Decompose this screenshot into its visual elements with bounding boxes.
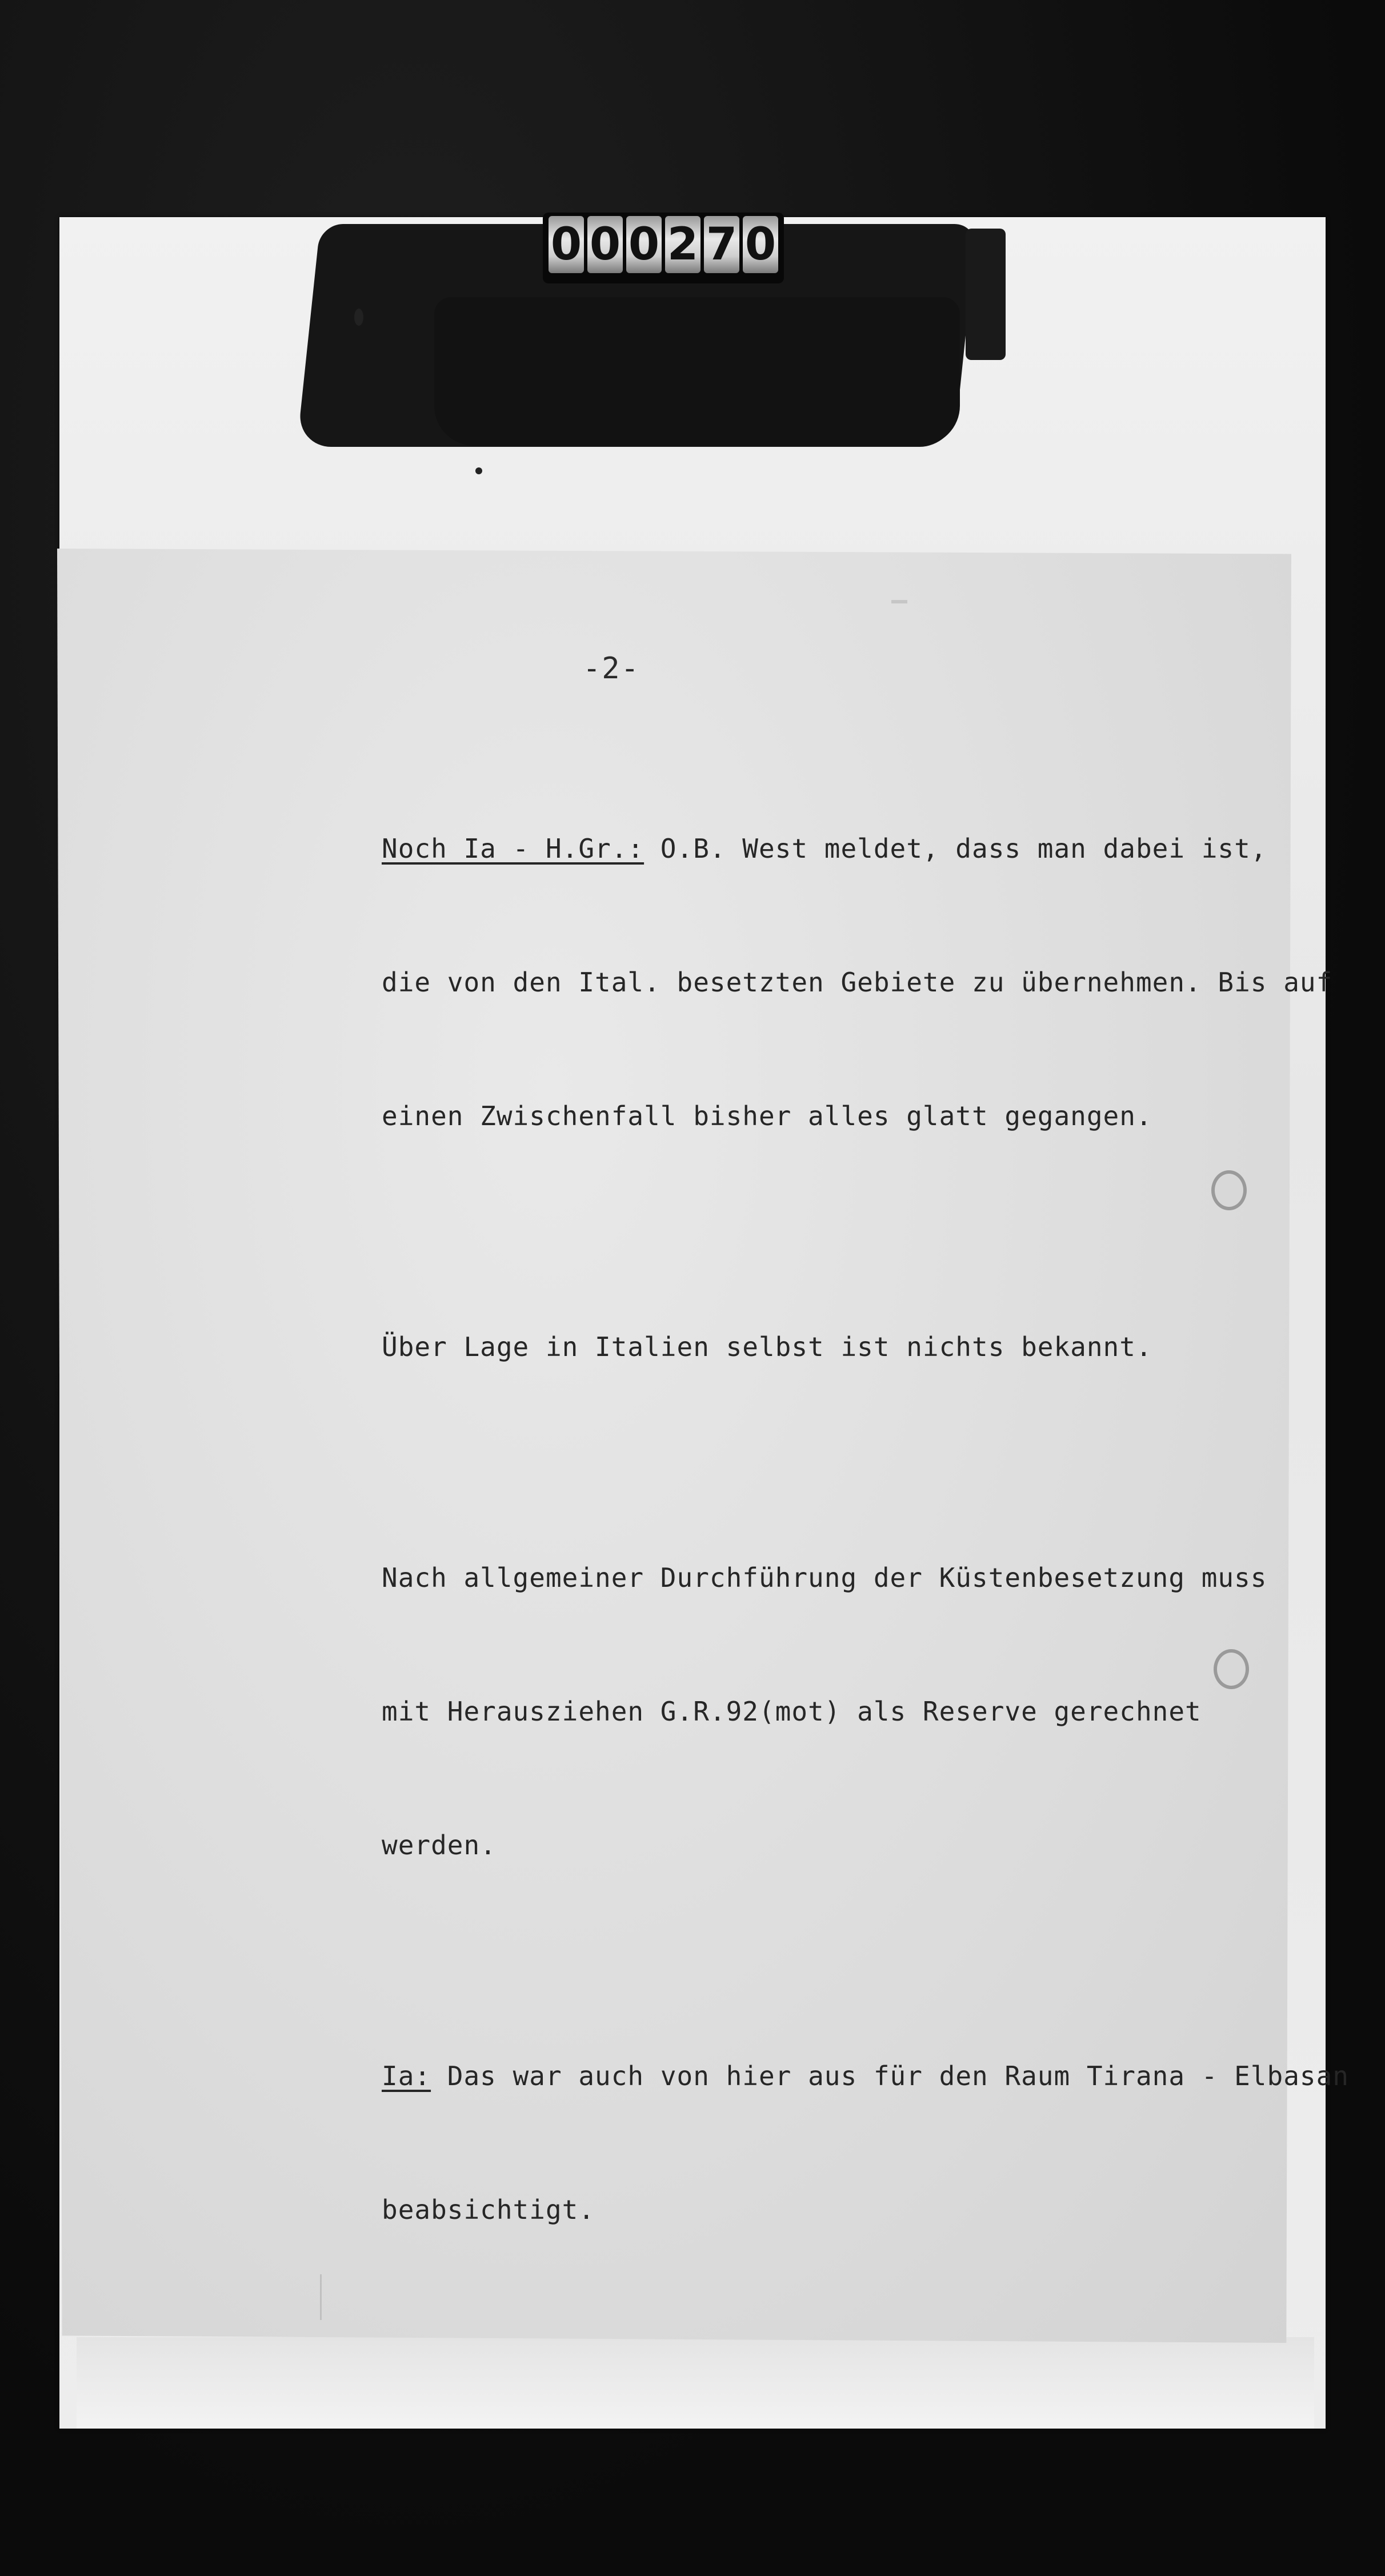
counter-digit: 2 (665, 216, 700, 273)
text-line: die von den Ital. besetzten Gebiete zu übernehmen. Bis auf (382, 967, 1333, 998)
frame-counter-clamp-base (434, 297, 960, 446)
text-line: einen Zwischenfall bisher alles glatt gegangen. (382, 1101, 1152, 1131)
paragraph-label: Ia: (382, 2061, 431, 2091)
counter-digit: 0 (743, 216, 778, 273)
punch-hole (1211, 1170, 1247, 1210)
text-line: beabsichtigt. (382, 2194, 595, 2225)
dust-speck (475, 467, 482, 474)
paragraph-kuestenbesetzung (382, 1466, 1296, 1957)
frame-counter-clamp-side (966, 229, 1006, 360)
page-crease (891, 600, 907, 603)
page-crease (320, 2274, 322, 2320)
text-line: O.B. West meldet, dass man dabei ist, (644, 833, 1267, 864)
text-line: Nach allgemeiner Durchführung der Küstenbesetzung muss (382, 1562, 1267, 1593)
counter-digit: 7 (704, 216, 739, 273)
paragraph-ia (382, 1965, 1349, 2321)
paragraph-noch-ia (382, 737, 1333, 1227)
dust-speck (354, 309, 363, 326)
backing-sheet-bottom-strip (77, 2337, 1314, 2429)
paragraph-italien (382, 1235, 1296, 1458)
paragraph-label: Noch Ia - H.Gr.: (382, 833, 645, 864)
document-body (382, 737, 1349, 2329)
counter-digit: 0 (549, 216, 584, 273)
counter-digit: 0 (626, 216, 662, 273)
punch-hole (1214, 1649, 1249, 1689)
text-line: Über Lage in Italien selbst ist nichts bekannt. (382, 1331, 1152, 1362)
frame-counter (543, 213, 784, 283)
text-line: mit Herausziehen G.R.92(mot) als Reserve gerechnet (382, 1696, 1202, 1727)
page-number: -2- (583, 651, 640, 686)
counter-digit: 0 (587, 216, 623, 273)
text-line: werden. (382, 1830, 497, 1861)
text-line: Das war auch von hier aus für den Raum Tirana - Elbasan (431, 2061, 1349, 2091)
